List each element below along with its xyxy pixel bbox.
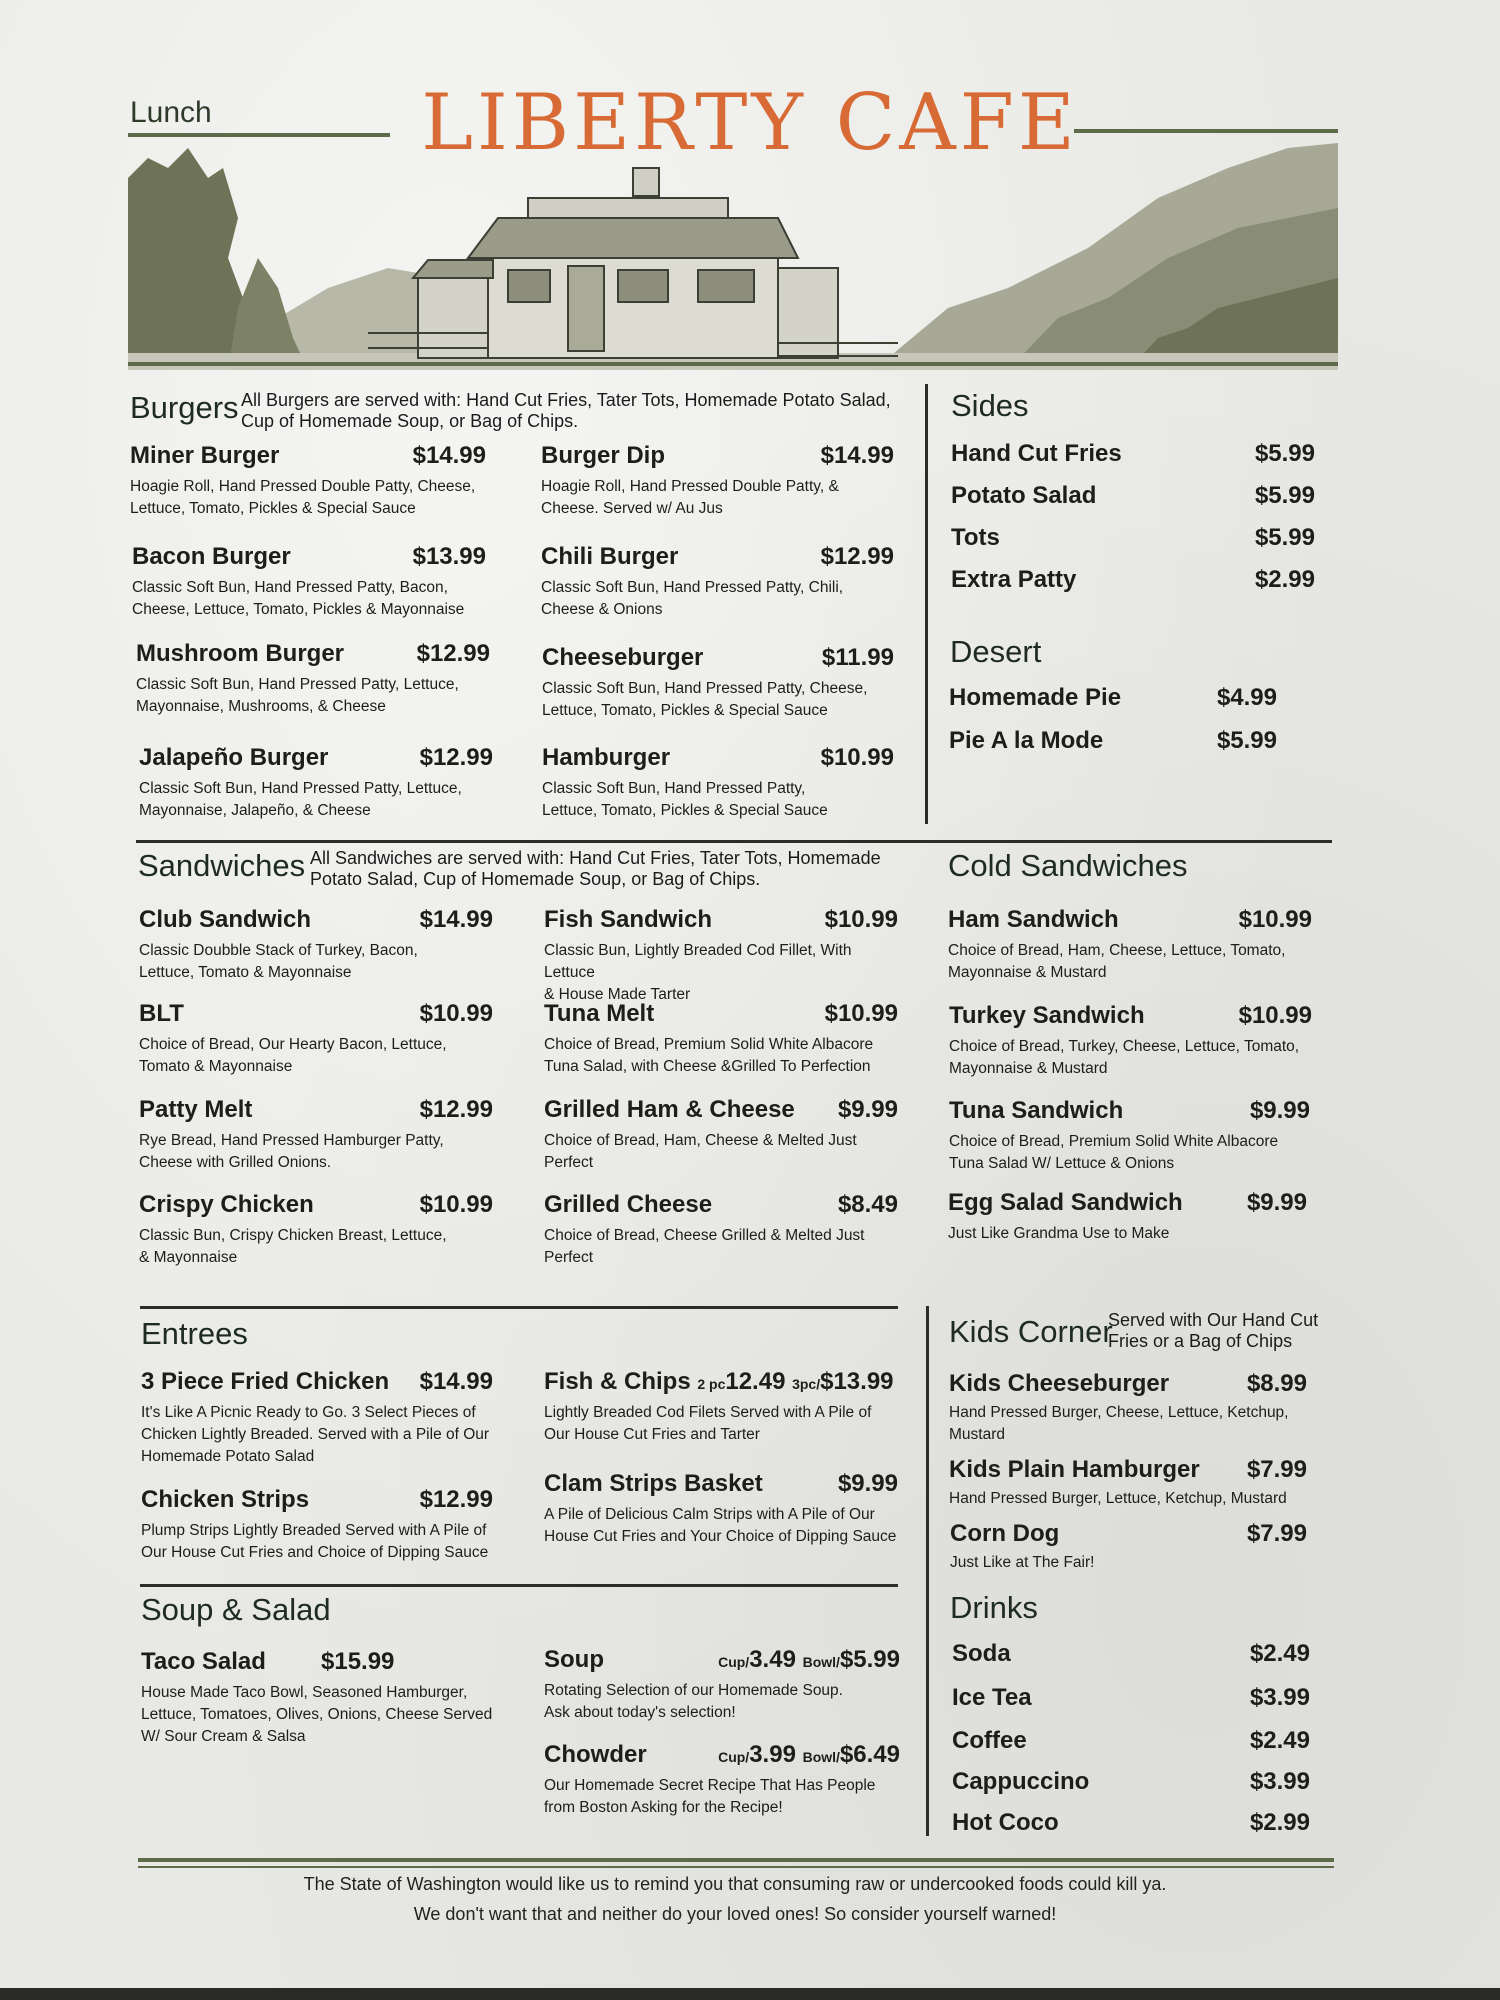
item-price: $2.49: [1249, 1727, 1310, 1754]
item-name: Fish Sandwich: [544, 906, 713, 933]
item-name: Chili Burger: [541, 543, 679, 570]
divider-horizontal-sandwiches: [136, 840, 1332, 843]
item-name: Soup: [544, 1646, 604, 1673]
item-price: $5.99: [1254, 482, 1315, 509]
item-description: Plump Strips Lightly Breaded Served with A Pile of Our House Cut Fries and Choice of Dipping Sauce: [141, 1522, 489, 1561]
kids-corner-heading: Kids Corner: [949, 1314, 1113, 1349]
item-price: $10.99: [419, 1000, 493, 1027]
item-price: $2.99: [1254, 566, 1315, 593]
item-price: $12.99: [416, 640, 490, 667]
sandwiches-note-line2: Potato Salad, Cup of Homemade Soup, or Bag of Chips.: [310, 869, 761, 889]
item-name: Clam Strips Basket: [544, 1470, 763, 1497]
item-description: Just Like at The Fair!: [950, 1554, 1095, 1571]
kids-corner-note: [1108, 1310, 1318, 1352]
item-description: Choice of Bread, Premium Solid White Albacore Tuna Salad, with Cheese &Grilled To Perfection: [544, 1036, 874, 1075]
divider-horizontal-entrees: [140, 1306, 898, 1309]
item-description: Classic Soft Bun, Hand Pressed Patty, Lettuce, Mayonnaise, Jalapeño, & Cheese: [139, 780, 462, 819]
item-description: Just Like Grandma Use to Make: [948, 1225, 1170, 1242]
item-description: Classic Soft Bun, Hand Pressed Patty, Chili, Cheese & Onions: [541, 579, 844, 618]
item-name: Chowder: [544, 1741, 647, 1768]
item-price: $13.99: [412, 543, 486, 570]
item-name: Grilled Cheese: [544, 1191, 713, 1218]
burgers-note-line1: All Burgers are served with: Hand Cut Fries, Tater Tots, Homemade Potato Salad,: [241, 390, 891, 410]
item-price: $9.99: [1246, 1189, 1307, 1216]
item-description: Classic Soft Bun, Hand Pressed Patty, Lettuce, Mayonnaise, Mushrooms, & Cheese: [136, 676, 459, 715]
item-description: Hand Pressed Burger, Lettuce, Ketchup, Mustard: [949, 1490, 1287, 1507]
item-price: $2.49: [1249, 1640, 1310, 1667]
divider-vertical-bottom: [926, 1306, 929, 1836]
burgers-note-line2: Cup of Homemade Soup, or Bag of Chips.: [241, 411, 579, 431]
item-description: Choice of Bread, Turkey, Cheese, Lettuce, Tomato, Mayonnaise & Mustard: [949, 1038, 1300, 1077]
item-price: $5.99: [1254, 524, 1315, 551]
photo-bottom-edge: [0, 1988, 1500, 2000]
item-name: Ham Sandwich: [948, 906, 1119, 933]
item-description: Rye Bread, Hand Pressed Hamburger Patty, Cheese with Grilled Onions.: [139, 1132, 444, 1171]
item-name: Egg Salad Sandwich: [948, 1189, 1183, 1216]
sandwiches-note: [310, 848, 881, 890]
item-description: Classic Doubble Stack of Turkey, Bacon, Lettuce, Tomato & Mayonnaise: [139, 942, 418, 981]
item-name: Tuna Melt: [544, 1000, 655, 1027]
footer-warning-line2: We don't want that and neither do your loved ones! So consider yourself warned!: [413, 1904, 1057, 1924]
item-price: $5.99: [1216, 727, 1277, 754]
item-name: Soda: [952, 1640, 1011, 1667]
item-description: Classic Bun, Lightly Breaded Cod Fillet, With Lettuce & House Made Tarter: [544, 942, 852, 1003]
footer-warning-line1: The State of Washington would like us to remind you that consuming raw or undercooked foods could kill ya.: [303, 1874, 1167, 1894]
item-description: House Made Taco Bowl, Seasoned Hamburger, Lettuce, Tomatoes, Olives, Onions, Cheese Served W/ Sour Cream & Salsa: [141, 1684, 493, 1745]
kids-note-line2: Fries or a Bag of Chips: [1108, 1331, 1293, 1351]
item-description: Hoagie Roll, Hand Pressed Double Patty, Cheese, Lettuce, Tomato, Pickles & Special Sauce: [130, 478, 476, 517]
banner-underline: [128, 362, 1338, 366]
item-price: $5.99: [1254, 440, 1315, 467]
item-name: Taco Salad: [141, 1648, 266, 1675]
item-description: Our Homemade Secret Recipe That Has People from Boston Asking for the Recipe!: [544, 1777, 876, 1816]
item-description: Lightly Breaded Cod Filets Served with A Pile of Our House Cut Fries and Tarter: [544, 1404, 872, 1443]
item-name: Coffee: [952, 1727, 1027, 1754]
item-price: $14.99: [820, 442, 894, 469]
sides-heading: Sides: [951, 388, 1029, 423]
item-description: Hand Pressed Burger, Cheese, Lettuce, Ketchup, Mustard: [949, 1404, 1289, 1443]
item-description: Choice of Bread, Premium Solid White Albacore Tuna Salad W/ Lettuce & Onions: [949, 1133, 1279, 1172]
item-name: Ice Tea: [952, 1684, 1032, 1711]
item-name: Kids Cheeseburger: [949, 1370, 1170, 1397]
item-name: Tuna Sandwich: [949, 1097, 1124, 1124]
item-name: Hand Cut Fries: [951, 440, 1122, 467]
item-description: Classic Bun, Crispy Chicken Breast, Lettuce, & Mayonnaise: [139, 1227, 447, 1266]
item-description: Choice of Bread, Ham, Cheese & Melted Just Perfect: [544, 1132, 857, 1171]
item-price: $12.99: [419, 1096, 493, 1123]
item-name: Hamburger: [542, 744, 671, 771]
item-price: $12.99: [419, 744, 493, 771]
item-description: Choice of Bread, Our Hearty Bacon, Lettuce, Tomato & Mayonnaise: [139, 1036, 447, 1075]
cafe-title: LIBERTY CAFE: [421, 78, 1079, 168]
divider-vertical-top: [925, 384, 928, 824]
item-description: Classic Soft Bun, Hand Pressed Patty, Cheese, Lettuce, Tomato, Pickles & Special Sauce: [542, 680, 868, 719]
item-name: Chicken Strips: [141, 1486, 310, 1513]
drinks-heading: Drinks: [950, 1590, 1038, 1625]
item-name: Patty Melt: [139, 1096, 253, 1123]
item-price: $11.99: [821, 644, 894, 671]
item-price: $8.99: [1246, 1370, 1307, 1397]
item-name: Burger Dip: [541, 442, 666, 469]
burgers-heading: Burgers: [130, 390, 239, 425]
item-name: Tots: [951, 524, 1000, 551]
meal-label: Lunch: [130, 96, 212, 129]
item-price: $10.99: [419, 1191, 493, 1218]
item-name: Miner Burger: [130, 442, 280, 469]
item-price: $14.99: [412, 442, 486, 469]
divider-horizontal-soup: [140, 1584, 898, 1587]
soup-salad-heading: Soup & Salad: [141, 1592, 331, 1627]
item-description: Hoagie Roll, Hand Pressed Double Patty, & Cheese. Served w/ Au Jus: [541, 478, 839, 517]
item-price: $10.99: [824, 1000, 898, 1027]
item-name: 3 Piece Fried Chicken: [141, 1368, 390, 1395]
item-name: Homemade Pie: [949, 684, 1122, 711]
item-price: $4.99: [1216, 684, 1277, 711]
item-name: Club Sandwich: [139, 906, 312, 933]
item-price: $10.99: [1238, 1002, 1312, 1029]
item-price: $8.49: [837, 1191, 898, 1218]
item-price: $10.99: [824, 906, 898, 933]
item-name: Turkey Sandwich: [949, 1002, 1145, 1029]
item-price: $15.99: [321, 1648, 395, 1675]
item-price: $9.99: [837, 1470, 898, 1497]
item-price: $14.99: [419, 1368, 493, 1395]
entrees-heading: Entrees: [141, 1316, 248, 1351]
item-name: Hot Coco: [952, 1809, 1059, 1836]
item-price: $3.99: [1249, 1768, 1310, 1795]
item-name: Potato Salad: [951, 482, 1097, 509]
item-price: $9.99: [837, 1096, 898, 1123]
item-description: Classic Soft Bun, Hand Pressed Patty, Bacon, Cheese, Lettuce, Tomato, Pickles & Mayonnaise: [132, 579, 465, 618]
item-price: $10.99: [820, 744, 894, 771]
item-price: $14.99: [419, 906, 493, 933]
item-price: Cup/3.49 Bowl/$5.99: [718, 1646, 900, 1673]
item-name: Fish & Chips 2 pc12.49 3pc/$13.99: [544, 1368, 894, 1395]
item-name: Corn Dog: [950, 1520, 1060, 1547]
item-name: Cheeseburger: [542, 644, 704, 671]
item-price: $2.99: [1249, 1809, 1310, 1836]
item-price: $7.99: [1246, 1520, 1307, 1547]
desert-heading: Desert: [950, 634, 1042, 669]
item-price: Cup/3.99 Bowl/$6.49: [718, 1741, 900, 1768]
item-price: $7.99: [1246, 1456, 1307, 1483]
item-description: Choice of Bread, Ham, Cheese, Lettuce, Tomato, Mayonnaise & Mustard: [948, 942, 1286, 981]
item-name: Grilled Ham & Cheese: [544, 1096, 795, 1123]
cold-sandwiches-heading: Cold Sandwiches: [948, 848, 1188, 883]
kids-note-line1: Served with Our Hand Cut: [1108, 1310, 1319, 1330]
item-description: Choice of Bread, Cheese Grilled & Melted Just Perfect: [544, 1227, 865, 1266]
item-description: Rotating Selection of our Homemade Soup. Ask about today's selection!: [544, 1682, 843, 1721]
burgers-note: [241, 390, 891, 432]
item-name: Cappuccino: [952, 1768, 1090, 1795]
item-price: $12.99: [820, 543, 894, 570]
item-name: Bacon Burger: [132, 543, 291, 570]
item-name: Crispy Chicken: [139, 1191, 314, 1218]
footer-rule-bottom: [138, 1866, 1334, 1868]
item-price: $10.99: [1238, 906, 1312, 933]
item-name: Extra Patty: [951, 566, 1077, 593]
item-price: $3.99: [1249, 1684, 1310, 1711]
item-name: Pie A la Mode: [949, 727, 1104, 754]
item-name: Jalapeño Burger: [139, 744, 329, 771]
sandwiches-note-line1: All Sandwiches are served with: Hand Cut Fries, Tater Tots, Homemade: [310, 848, 881, 868]
item-description: Classic Soft Bun, Hand Pressed Patty, Lettuce, Tomato, Pickles & Special Sauce: [542, 780, 828, 819]
item-price: $12.99: [419, 1486, 493, 1513]
item-description: A Pile of Delicious Calm Strips with A Pile of Our House Cut Fries and Your Choice of Dipping Sauce: [544, 1506, 897, 1545]
sandwiches-heading: Sandwiches: [138, 848, 306, 883]
item-description: It's Like A Picnic Ready to Go. 3 Select Pieces of Chicken Lightly Breaded. Served with a Pile of Our Homemade Potato Salad: [141, 1404, 490, 1465]
footer-rule-top: [138, 1858, 1334, 1862]
cafe-landscape-illustration: [128, 138, 1338, 370]
item-name: BLT: [139, 1000, 184, 1027]
item-name: Mushroom Burger: [136, 640, 345, 667]
item-name: Kids Plain Hamburger: [949, 1456, 1200, 1483]
item-price: $9.99: [1249, 1097, 1310, 1124]
